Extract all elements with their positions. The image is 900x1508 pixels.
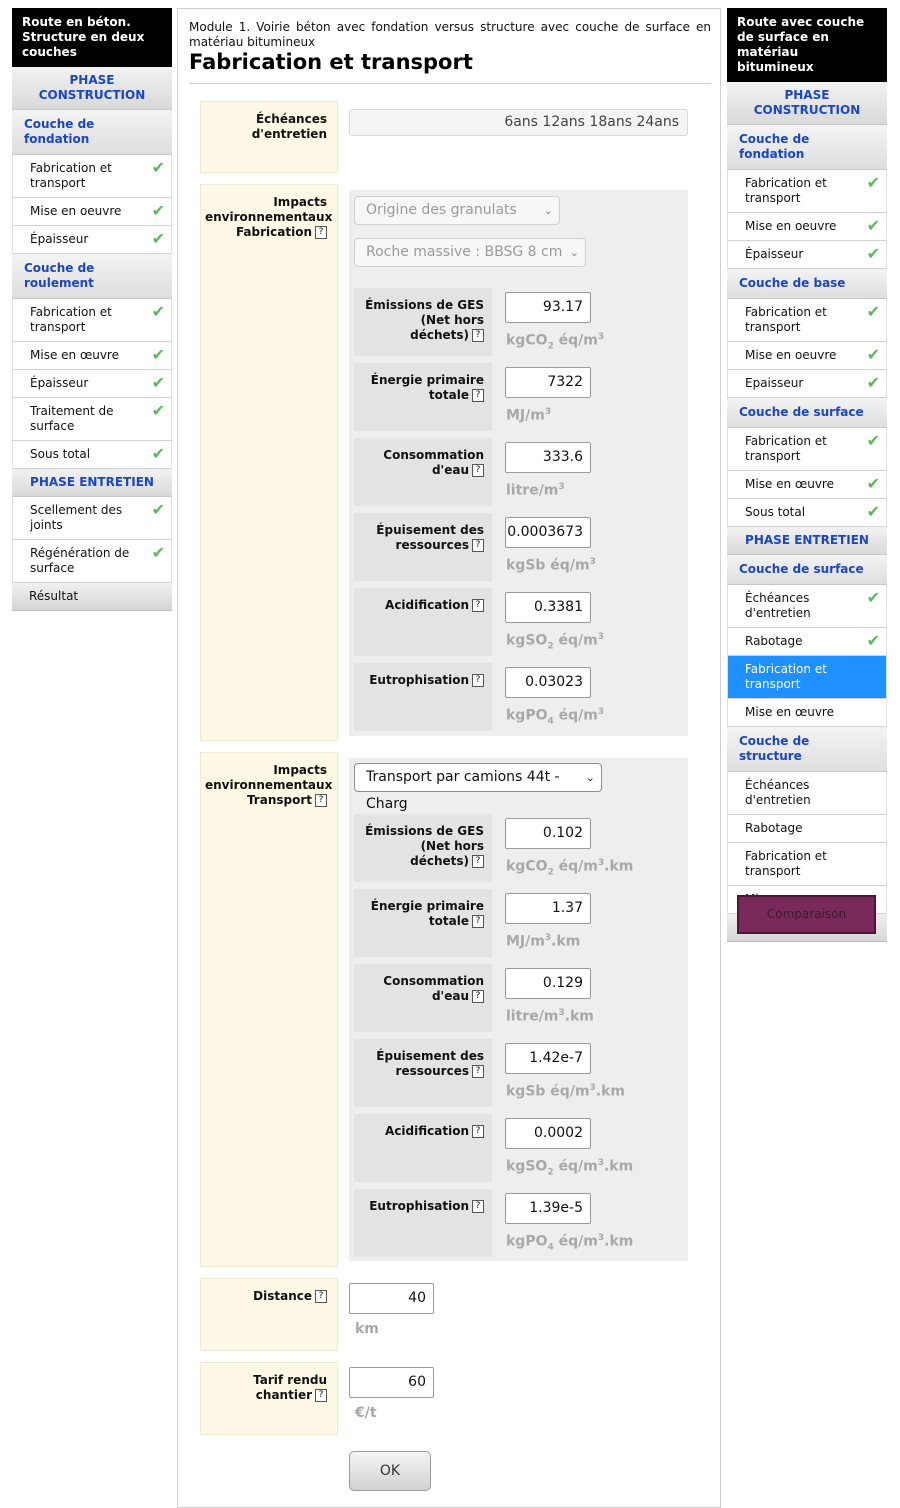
right-item-base-mise-en-oeuvre[interactable]: Mise en oeuvre ✔ xyxy=(727,342,887,370)
metric-unit: kgCO$_2$ $éq/m^3$ xyxy=(506,332,605,352)
metric-unit: kgPO$_4$ $éq/m^3.km$ xyxy=(506,1233,634,1253)
metric-label: Eutrophisation ? xyxy=(354,663,492,731)
metric-value-input[interactable]: 93.17 xyxy=(505,292,591,323)
metric-label: Épuisement des ressources ? xyxy=(354,513,492,581)
right-item-surface-entretien-mise-en-oeuvre[interactable]: Mise en œuvre xyxy=(727,699,887,727)
help-icon[interactable]: ? xyxy=(315,226,327,239)
left-phase-construction: PHASE CONSTRUCTION xyxy=(12,67,172,110)
right-item-structure-fabrication[interactable]: Fabrication et transport xyxy=(727,843,887,886)
metric-label: Consommation d'eau ? xyxy=(354,964,492,1032)
metric-value-input[interactable]: 0.3381 xyxy=(505,592,591,623)
left-nav-header: Route en béton. Structure en deux couches xyxy=(12,8,172,67)
left-item-resultat[interactable]: Résultat xyxy=(12,583,172,611)
metric-row xyxy=(354,1039,688,1107)
check-icon: ✔ xyxy=(866,431,880,450)
metric-value-input[interactable]: 0.102 xyxy=(505,818,591,849)
right-group-surface-entretien[interactable]: Couche de surface xyxy=(727,555,887,585)
right-nav xyxy=(727,8,887,942)
left-item-roulement-traitement[interactable]: Traitement de surface ✔ xyxy=(12,398,172,441)
chevron-down-icon: ⌄ xyxy=(569,246,579,259)
check-icon: ✔ xyxy=(866,244,880,263)
check-icon: ✔ xyxy=(151,229,165,248)
right-group-structure[interactable]: Couche de structure xyxy=(727,727,887,772)
left-group-roulement[interactable]: Couche de roulement xyxy=(12,254,172,299)
right-item-surface-entretien-fabrication[interactable]: Fabrication et transport xyxy=(727,656,887,699)
metric-value-input[interactable]: 0.0003673 xyxy=(505,517,591,548)
right-item-structure-echeances[interactable]: Échéances d'entretien xyxy=(727,772,887,815)
metric-row xyxy=(354,513,688,581)
right-item-base-epaisseur[interactable]: Epaisseur ✔ xyxy=(727,370,887,398)
title-divider xyxy=(189,83,711,84)
metric-row xyxy=(354,438,688,506)
left-item-fondation-epaisseur[interactable]: Épaisseur ✔ xyxy=(12,226,172,254)
check-icon: ✔ xyxy=(151,401,165,420)
right-item-base-fabrication[interactable]: Fabrication et transport ✔ xyxy=(727,299,887,342)
right-item-fondation-fabrication[interactable]: Fabrication et transport ✔ xyxy=(727,170,887,213)
left-group-fondation[interactable]: Couche de fondation xyxy=(12,110,172,155)
metric-value-input[interactable]: 0.03023 xyxy=(505,667,591,698)
chevron-down-icon: ⌄ xyxy=(543,204,553,217)
metric-row xyxy=(354,1114,688,1182)
tarif-label-box xyxy=(200,1362,338,1435)
tarif-input[interactable]: 60 xyxy=(349,1367,434,1398)
distance-label-box xyxy=(200,1278,338,1351)
metric-unit: $MJ/m^3.km$ xyxy=(506,933,581,950)
left-item-roulement-fabrication[interactable]: Fabrication et transport ✔ xyxy=(12,299,172,342)
metric-value-input[interactable]: 1.37 xyxy=(505,893,591,924)
metric-unit: kgSb $éq/m^3.km$ xyxy=(506,1083,626,1100)
metric-label: Consommation d'eau ? xyxy=(354,438,492,506)
check-icon: ✔ xyxy=(866,631,880,650)
help-icon[interactable]: ? xyxy=(472,990,484,1003)
help-icon[interactable]: ? xyxy=(472,599,484,612)
left-nav xyxy=(12,8,172,611)
help-icon[interactable]: ? xyxy=(472,1065,484,1078)
metric-label: Eutrophisation ? xyxy=(354,1189,492,1257)
left-item-regeneration[interactable]: Régénération de surface ✔ xyxy=(12,540,172,583)
metric-label: Émissions de GES (Net hors déchets) ? xyxy=(354,814,492,882)
help-icon[interactable]: ? xyxy=(472,329,484,342)
right-group-base[interactable]: Couche de base xyxy=(727,269,887,299)
left-item-roulement-sous-total[interactable]: Sous total ✔ xyxy=(12,441,172,469)
metric-unit: kgSb $éq/m^3$ xyxy=(506,557,596,574)
echeances-value: 6ans 12ans 18ans 24ans xyxy=(349,109,688,136)
check-icon: ✔ xyxy=(151,543,165,562)
metric-row xyxy=(354,588,688,656)
metric-value-input[interactable]: 0.129 xyxy=(505,968,591,999)
right-phase-entretien: PHASE ENTRETIEN xyxy=(727,527,887,555)
page-title: Fabrication et transport xyxy=(189,50,473,74)
check-icon: ✔ xyxy=(866,474,880,493)
roche-massive-select[interactable]: Roche massive : BBSG 8 cm ⌄ xyxy=(354,238,586,267)
right-group-surface[interactable]: Couche de surface xyxy=(727,398,887,428)
check-icon: ✔ xyxy=(866,302,880,321)
echeances-label-box xyxy=(200,101,338,173)
right-item-surface-sous-total[interactable]: Sous total ✔ xyxy=(727,499,887,527)
check-icon: ✔ xyxy=(866,173,880,192)
transport-label-box xyxy=(200,752,338,1267)
help-icon[interactable]: ? xyxy=(472,389,484,402)
metric-row xyxy=(354,663,688,731)
distance-input[interactable]: 40 xyxy=(349,1283,434,1314)
metric-value-input[interactable]: 1.42e-7 xyxy=(505,1043,591,1074)
left-phase-entretien: PHASE ENTRETIEN xyxy=(12,469,172,497)
help-icon[interactable]: ? xyxy=(315,794,327,807)
fabrication-label-box xyxy=(200,184,338,741)
left-item-fondation-fabrication[interactable]: Fabrication et transport ✔ xyxy=(12,155,172,198)
check-icon: ✔ xyxy=(151,373,165,392)
distance-label: Distance xyxy=(253,1289,312,1303)
metric-row xyxy=(354,889,688,957)
chevron-down-icon: ⌄ xyxy=(585,771,595,784)
metric-value-input[interactable]: 0.0002 xyxy=(505,1118,591,1149)
check-icon: ✔ xyxy=(866,502,880,521)
distance-unit: km xyxy=(355,1321,379,1337)
check-icon: ✔ xyxy=(151,345,165,364)
metric-label: Acidification ? xyxy=(354,588,492,656)
metric-row xyxy=(354,964,688,1032)
metric-unit: litre/$m^3.km$ xyxy=(506,1008,594,1025)
transport-mode-select[interactable]: Transport par camions 44t - Charg ⌄ xyxy=(354,763,602,792)
check-icon: ✔ xyxy=(151,201,165,220)
help-icon[interactable]: ? xyxy=(472,464,484,477)
ok-button[interactable]: OK xyxy=(349,1451,431,1491)
metric-unit: litre/$m^3$ xyxy=(506,482,565,499)
module-description: Module 1. Voirie béton avec fondation versus structure avec couche de surface en matériau bitumineux xyxy=(189,20,711,49)
check-icon: ✔ xyxy=(866,588,880,607)
check-icon: ✔ xyxy=(151,500,165,519)
metric-value-input[interactable]: 7322 xyxy=(505,367,591,398)
help-icon[interactable]: ? xyxy=(472,674,484,687)
help-icon[interactable]: ? xyxy=(472,1200,484,1213)
check-icon: ✔ xyxy=(866,345,880,364)
help-icon[interactable]: ? xyxy=(472,915,484,928)
origine-granulats-select[interactable]: Origine des granulats ⌄ xyxy=(354,196,560,225)
right-nav-header: Route avec couche de surface en matériau bitumineux xyxy=(727,8,887,82)
help-icon[interactable]: ? xyxy=(472,1125,484,1138)
right-item-surface-rabotage[interactable]: Rabotage ✔ xyxy=(727,628,887,656)
metric-label: Émissions de GES (Net hors déchets) ? xyxy=(354,288,492,356)
comparaison-button[interactable]: Comparaison xyxy=(737,895,876,934)
left-item-fondation-mise-en-oeuvre[interactable]: Mise en oeuvre ✔ xyxy=(12,198,172,226)
transport-label: Impacts environnementaux Transport xyxy=(205,763,333,807)
left-item-roulement-epaisseur[interactable]: Épaisseur ✔ xyxy=(12,370,172,398)
metric-row xyxy=(354,288,688,356)
metric-value-input[interactable]: 333.6 xyxy=(505,442,591,473)
metric-unit: kgCO$_2$ $éq/m^3.km$ xyxy=(506,858,634,878)
check-icon: ✔ xyxy=(151,444,165,463)
left-item-roulement-mise-en-oeuvre[interactable]: Mise en œuvre ✔ xyxy=(12,342,172,370)
metric-label: Épuisement des ressources ? xyxy=(354,1039,492,1107)
metric-label: Acidification ? xyxy=(354,1114,492,1182)
help-icon[interactable]: ? xyxy=(472,539,484,552)
metric-label: Énergie primaire totale ? xyxy=(354,889,492,957)
help-icon[interactable]: ? xyxy=(315,1389,327,1402)
metric-unit: kgSO$_2$ $éq/m^3$ xyxy=(506,632,604,652)
metric-unit: kgSO$_2$ $éq/m^3.km$ xyxy=(506,1158,634,1178)
check-icon: ✔ xyxy=(866,216,880,235)
check-icon: ✔ xyxy=(151,158,165,177)
echeances-label: Échéances d'entretien xyxy=(251,112,327,141)
metric-value-input[interactable]: 1.39e-5 xyxy=(505,1193,591,1224)
right-item-fondation-epaisseur[interactable]: Épaisseur ✔ xyxy=(727,241,887,269)
metric-row xyxy=(354,363,688,431)
right-item-surface-echeances[interactable]: Échéances d'entretien ✔ xyxy=(727,585,887,628)
metric-row xyxy=(354,1189,688,1257)
tarif-label: Tarif rendu chantier xyxy=(253,1373,327,1402)
right-phase-construction: PHASE CONSTRUCTION xyxy=(727,82,887,125)
help-icon[interactable]: ? xyxy=(472,855,484,868)
fabrication-label: Impacts environnementaux Fabrication xyxy=(205,195,333,239)
right-item-surface-mise-en-oeuvre[interactable]: Mise en œuvre ✔ xyxy=(727,471,887,499)
metric-label: Énergie primaire totale ? xyxy=(354,363,492,431)
metric-unit: $MJ/m^3$ xyxy=(506,407,552,424)
check-icon: ✔ xyxy=(866,373,880,392)
help-icon[interactable]: ? xyxy=(315,1290,327,1303)
check-icon: ✔ xyxy=(151,302,165,321)
right-item-fondation-mise-en-oeuvre[interactable]: Mise en oeuvre ✔ xyxy=(727,213,887,241)
right-item-surface-fabrication[interactable]: Fabrication et transport ✔ xyxy=(727,428,887,471)
left-item-scellement[interactable]: Scellement des joints ✔ xyxy=(12,497,172,540)
right-group-fondation[interactable]: Couche de fondation xyxy=(727,125,887,170)
tarif-unit: €/t xyxy=(355,1405,377,1421)
right-item-structure-rabotage[interactable]: Rabotage xyxy=(727,815,887,843)
metric-unit: kgPO$_4$ $éq/m^3$ xyxy=(506,707,605,727)
metric-row xyxy=(354,814,688,882)
